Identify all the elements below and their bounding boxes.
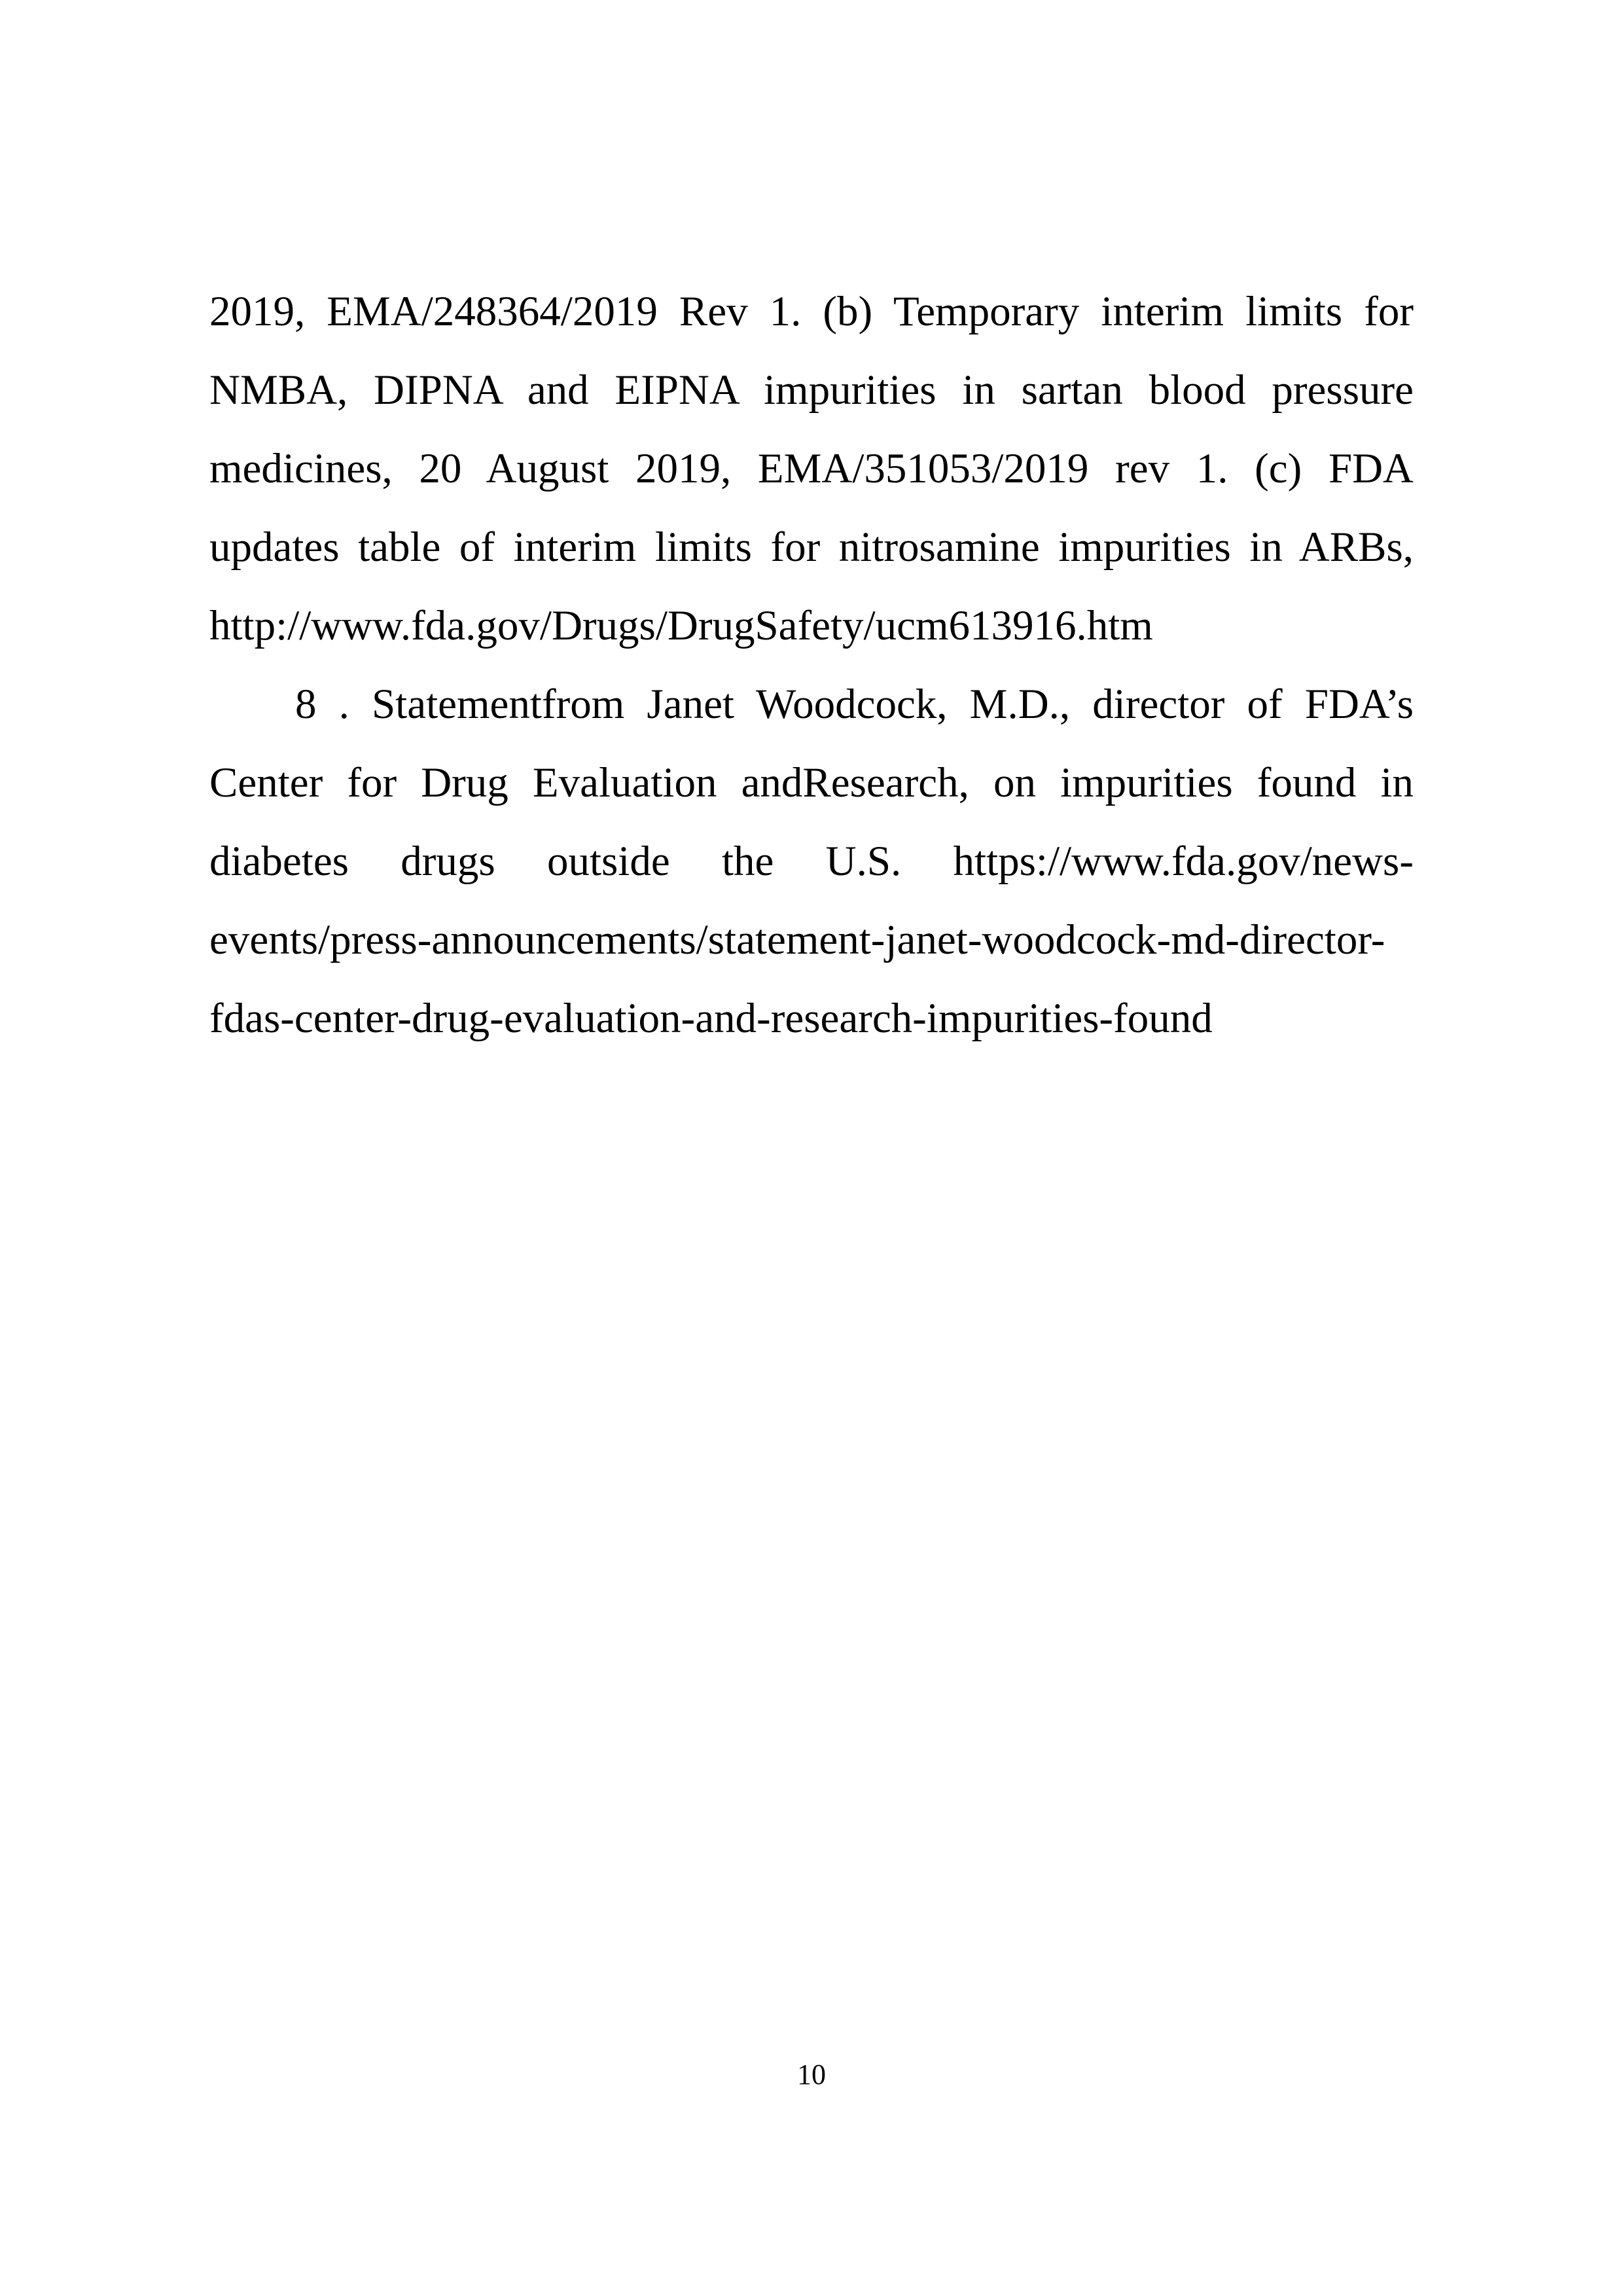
- body-line-url: fdas-center-drug-evaluation-and-research-impurities-found: [209, 995, 1213, 1042]
- body-line: updates table of interim limits for nitrosamine impurities in ARBs,: [209, 524, 1414, 571]
- body-line: diabetes drugs outside the U.S. https://www.fda.gov/news-: [209, 838, 1414, 885]
- body-line: 8 . Statementfrom Janet Woodcock, M.D., director of FDA’s: [295, 681, 1414, 728]
- body-line: Center for Drug Evaluation andResearch, on impurities found in: [209, 759, 1414, 806]
- body-line-url: http://www.fda.gov/Drugs/DrugSafety/ucm613916.htm: [209, 602, 1153, 649]
- page-number: 10: [797, 2058, 826, 2090]
- paragraph-reference-8: [209, 665, 1414, 1058]
- body-line: NMBA, DIPNA and EIPNA impurities in sartan blood pressure: [209, 367, 1414, 414]
- body-line: 2019, EMA/248364/2019 Rev 1. (b) Temporary interim limits for: [209, 288, 1414, 335]
- body-line: medicines, 20 August 2019, EMA/351053/2019 rev 1. (c) FDA: [209, 445, 1414, 492]
- paragraph-reference-7-continued: [209, 272, 1414, 665]
- body-line-url: events/press-announcements/statement-janet-woodcock-md-director-: [209, 916, 1385, 963]
- body-text: [209, 272, 1414, 1058]
